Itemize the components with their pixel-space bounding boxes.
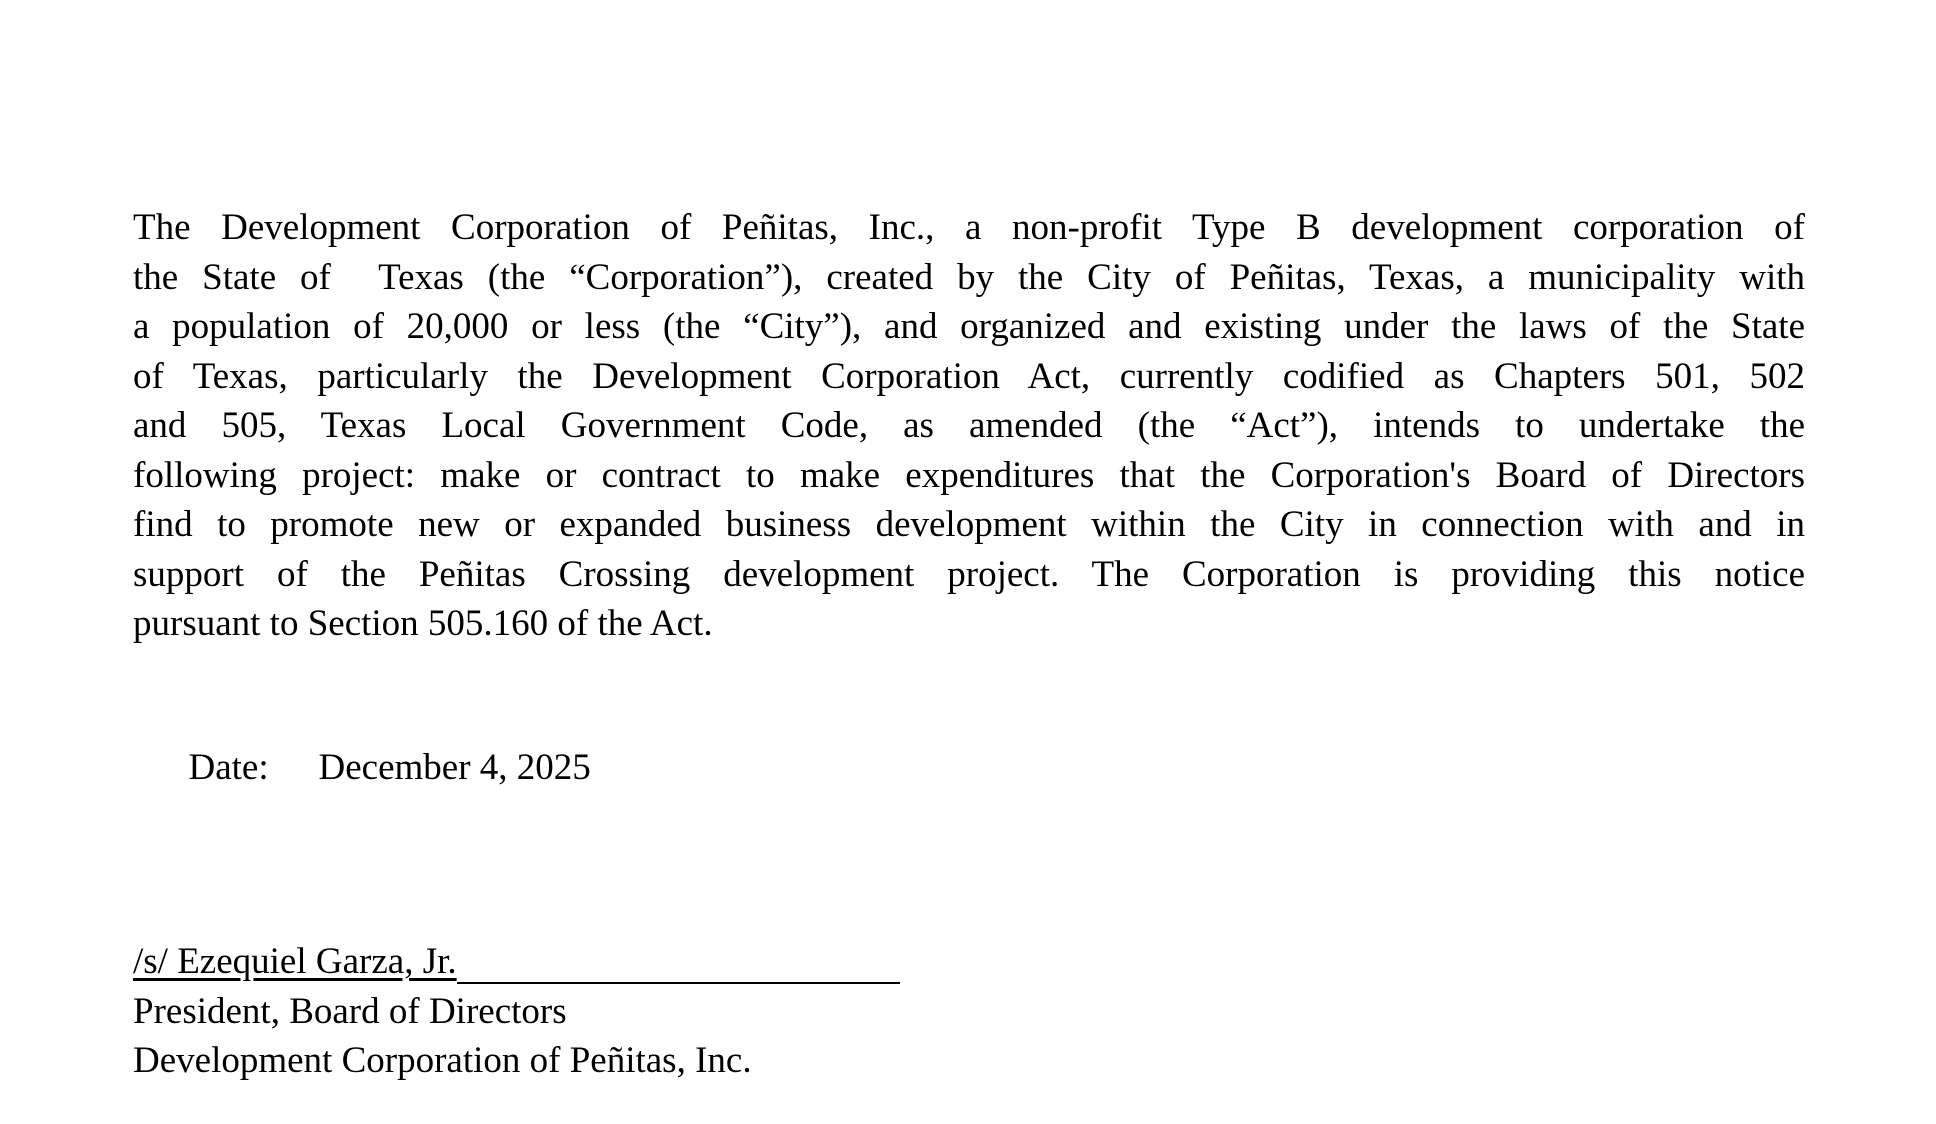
paragraph-line: following project: make or contract to make expenditures that the Corporation's Board of Directors [133,454,1805,496]
signature-block [133,937,1805,1086]
paragraph-line: support of the Peñitas Crossing development project. The Corporation is providing this notice [133,553,1805,595]
signature-line [133,937,900,987]
paragraph-line: a population of 20,000 or less (the “City”), and organized and existing under the laws of the State [133,306,1805,347]
paragraph-line: find to promote new or expanded business development within the City in connection with and in [133,504,1805,545]
paragraph-line: the State of Texas (the “Corporation”), created by the City of Peñitas, Texas, a municipality with [133,256,1805,298]
document-content [133,203,1805,1086]
signature-name: /s/ Ezequiel Garza, Jr. [133,941,457,982]
paragraph-line: pursuant to Section 505.160 of the Act. [133,603,713,644]
paragraph-line: and 505, Texas Local Government Code, as amended (the “Act”), intends to undertake the [133,405,1805,446]
signature-organization: Development Corporation of Peñitas, Inc. [133,1040,752,1081]
date-line [133,694,1805,843]
paragraph-line: of Texas, particularly the Development Corporation Act, currently codified as Chapters 501, 502 [133,355,1805,397]
paragraph-line: The Development Corporation of Peñitas, Inc., a non-profit Type B development corporation of [133,207,1805,248]
date-label: Date: [188,747,269,788]
notice-paragraph [133,203,1805,649]
date-value: December 4, 2025 [318,747,591,788]
signature-title: President, Board of Directors [133,990,567,1032]
signature-line-extension [457,937,900,984]
